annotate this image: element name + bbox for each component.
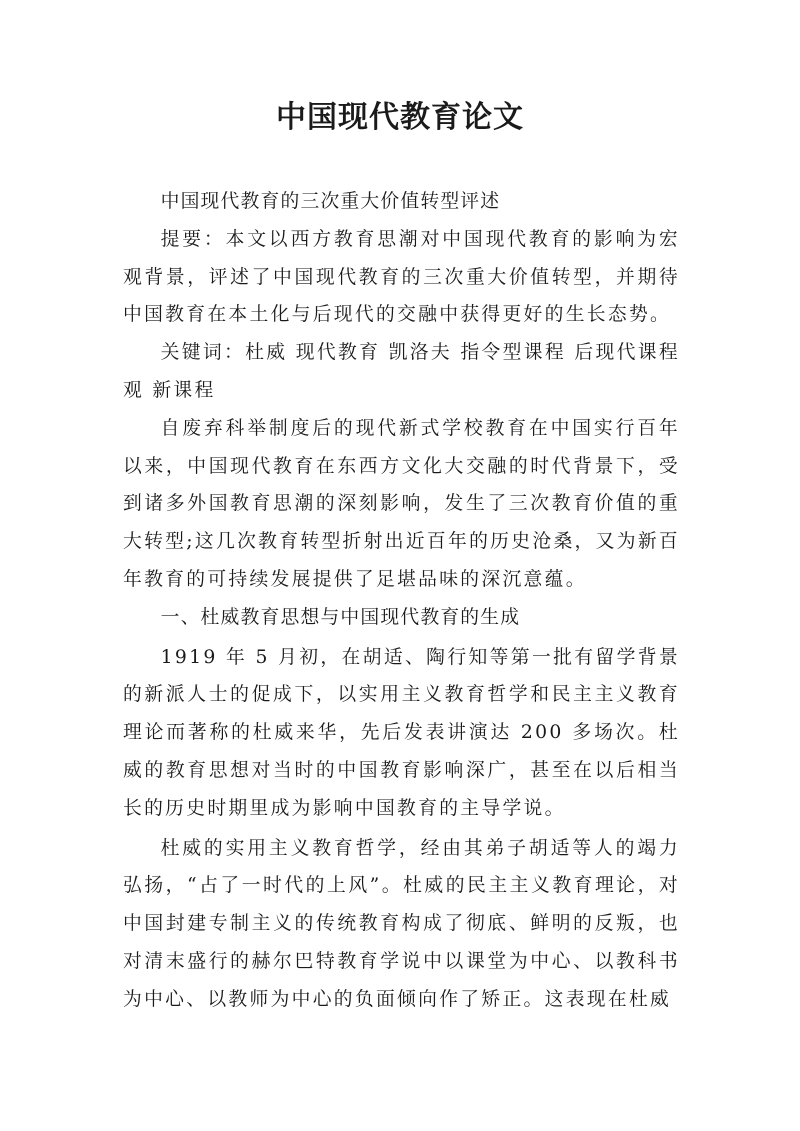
document-title: 中国现代教育论文 (276, 100, 524, 135)
keywords-paragraph: 关键词：杜威 现代教育 凯洛夫 指令型课程 后现代课程观 新课程 (123, 342, 680, 401)
document-body (123, 183, 680, 1019)
abstract-paragraph: 提要：本文以西方教育思潮对中国现代教育的影响为宏观背景，评述了中国现代教育的三次重大价值转型，并期待中国教育在本土化与后现代的交融中获得更好的生长态势。 (123, 228, 680, 326)
section-paragraph: 1919 年 5 月初，在胡适、陶行知等第一批有留学背景的新派人士的促成下，以实用主义教育哲学和民主主义教育理论而著称的杜威来华，先后发表讲演达 200 多场次。杜威的教育思想对当时的中国教育影响深广，甚至在以后相当长的历史时期里成为影响中国教育的主导学说。 (123, 646, 680, 819)
section-heading: 一、杜威教育思想与中国现代教育的生成 (160, 606, 521, 628)
section-paragraph: 杜威的实用主义教育哲学，经由其弟子胡适等人的竭力弘扬，“占了一时代的上风”。杜威的民主主义教育理论，对中国封建专制主义的传统教育构成了彻底、鲜明的反叛，也对清末盛行的赫尔巴特教育学说中以课堂为中心、以教科书为中心、以教师为中心的负面倾向作了矫正。这表现在杜威 (123, 837, 680, 1010)
document-subtitle: 中国现代教育的三次重大价值转型评述 (160, 191, 501, 212)
intro-paragraph: 自废弃科举制度后的现代新式学校教育在中国实行百年以来，中国现代教育在东西方文化大交融的时代背景下，受到诸多外国教育思潮的深刻影响，发生了三次教育价值的重大转型;这几次教育转型折射出近百年的历史沧桑，又为新百年教育的可持续发展提供了足堪品味的深沉意蕴。 (123, 417, 680, 590)
